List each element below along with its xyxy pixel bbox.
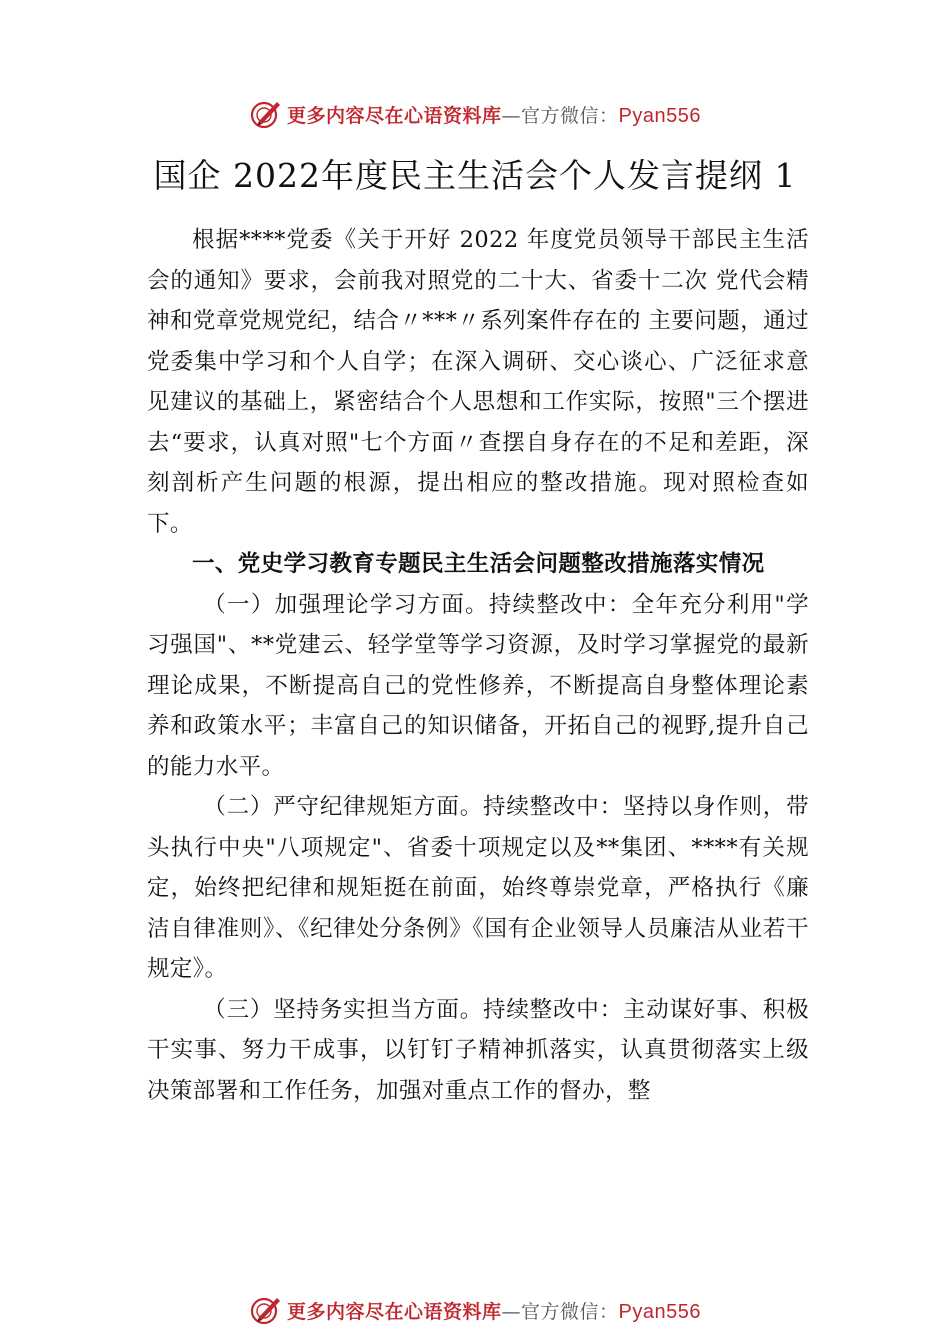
footer-banner (0, 1290, 950, 1330)
banner-text: 更多内容尽在心语资料库—官方微信：Pyan556 (287, 104, 701, 127)
intro-paragraph: 根据****党委《关于开好 2022 年度党员领导干部民主生活会的通知》要求，会前我对照党的二十大、省委十二次 党代会精神和党章党规党纪，结合〃***〃系列案件存在的 主要问题，通过党委集中学习和个人自学；在深入调研、交心谈心、广泛征求意见建议的基础上，紧密结合个人思想和工作实际，按照"三个摆进去“要求，认真对照"七个方面〃查摆自身存在的不足和差距，深刻剖析产生问题的根源，提出相应的整改措施。现对照检查如下。 (147, 227, 809, 537)
document-body (147, 220, 809, 1111)
item-paragraph: （一）加强理论学习方面。持续整改中：全年充分利用"学习强国"、**党建云、轻学堂等学习资源，及时学习掌握党的最新理论成果，不断提高自己的党性修养，不断提高自身整体理论素养和政策水平；丰富自己的知识储备，开拓自己的视野,提升自己的能力水平。 (147, 591, 809, 780)
pen-circle-logo-icon (249, 1293, 283, 1327)
document-title: 国企 2022年度民主生活会个人发言提纲 1 (153, 156, 797, 195)
item-paragraph: （三）坚持务实担当方面。持续整改中：主动谋好事、积极干实事、努力干成事，以钉钉子精神抓落实，认真贯彻落实上级决策部署和工作任务，加强对重点工作的督办，整 (147, 996, 809, 1104)
section-heading: 一、党史学习教育专题民主生活会问题整改措施落实情况 (192, 551, 765, 577)
banner-text: 更多内容尽在心语资料库—官方微信：Pyan556 (287, 1300, 701, 1323)
pen-circle-logo-icon (249, 97, 283, 131)
item-paragraph: （二）严守纪律规矩方面。持续整改中：坚持以身作则，带头执行中央"八项规定"、省委十项规定以及**集团、****有关规定，始终把纪律和规矩挺在前面，始终尊崇党章，严格执行《廉洁自律准则》、《纪律处分条例》《国有企业领导人员廉洁从业若干规定》。 (147, 794, 809, 982)
header-banner (0, 94, 950, 134)
